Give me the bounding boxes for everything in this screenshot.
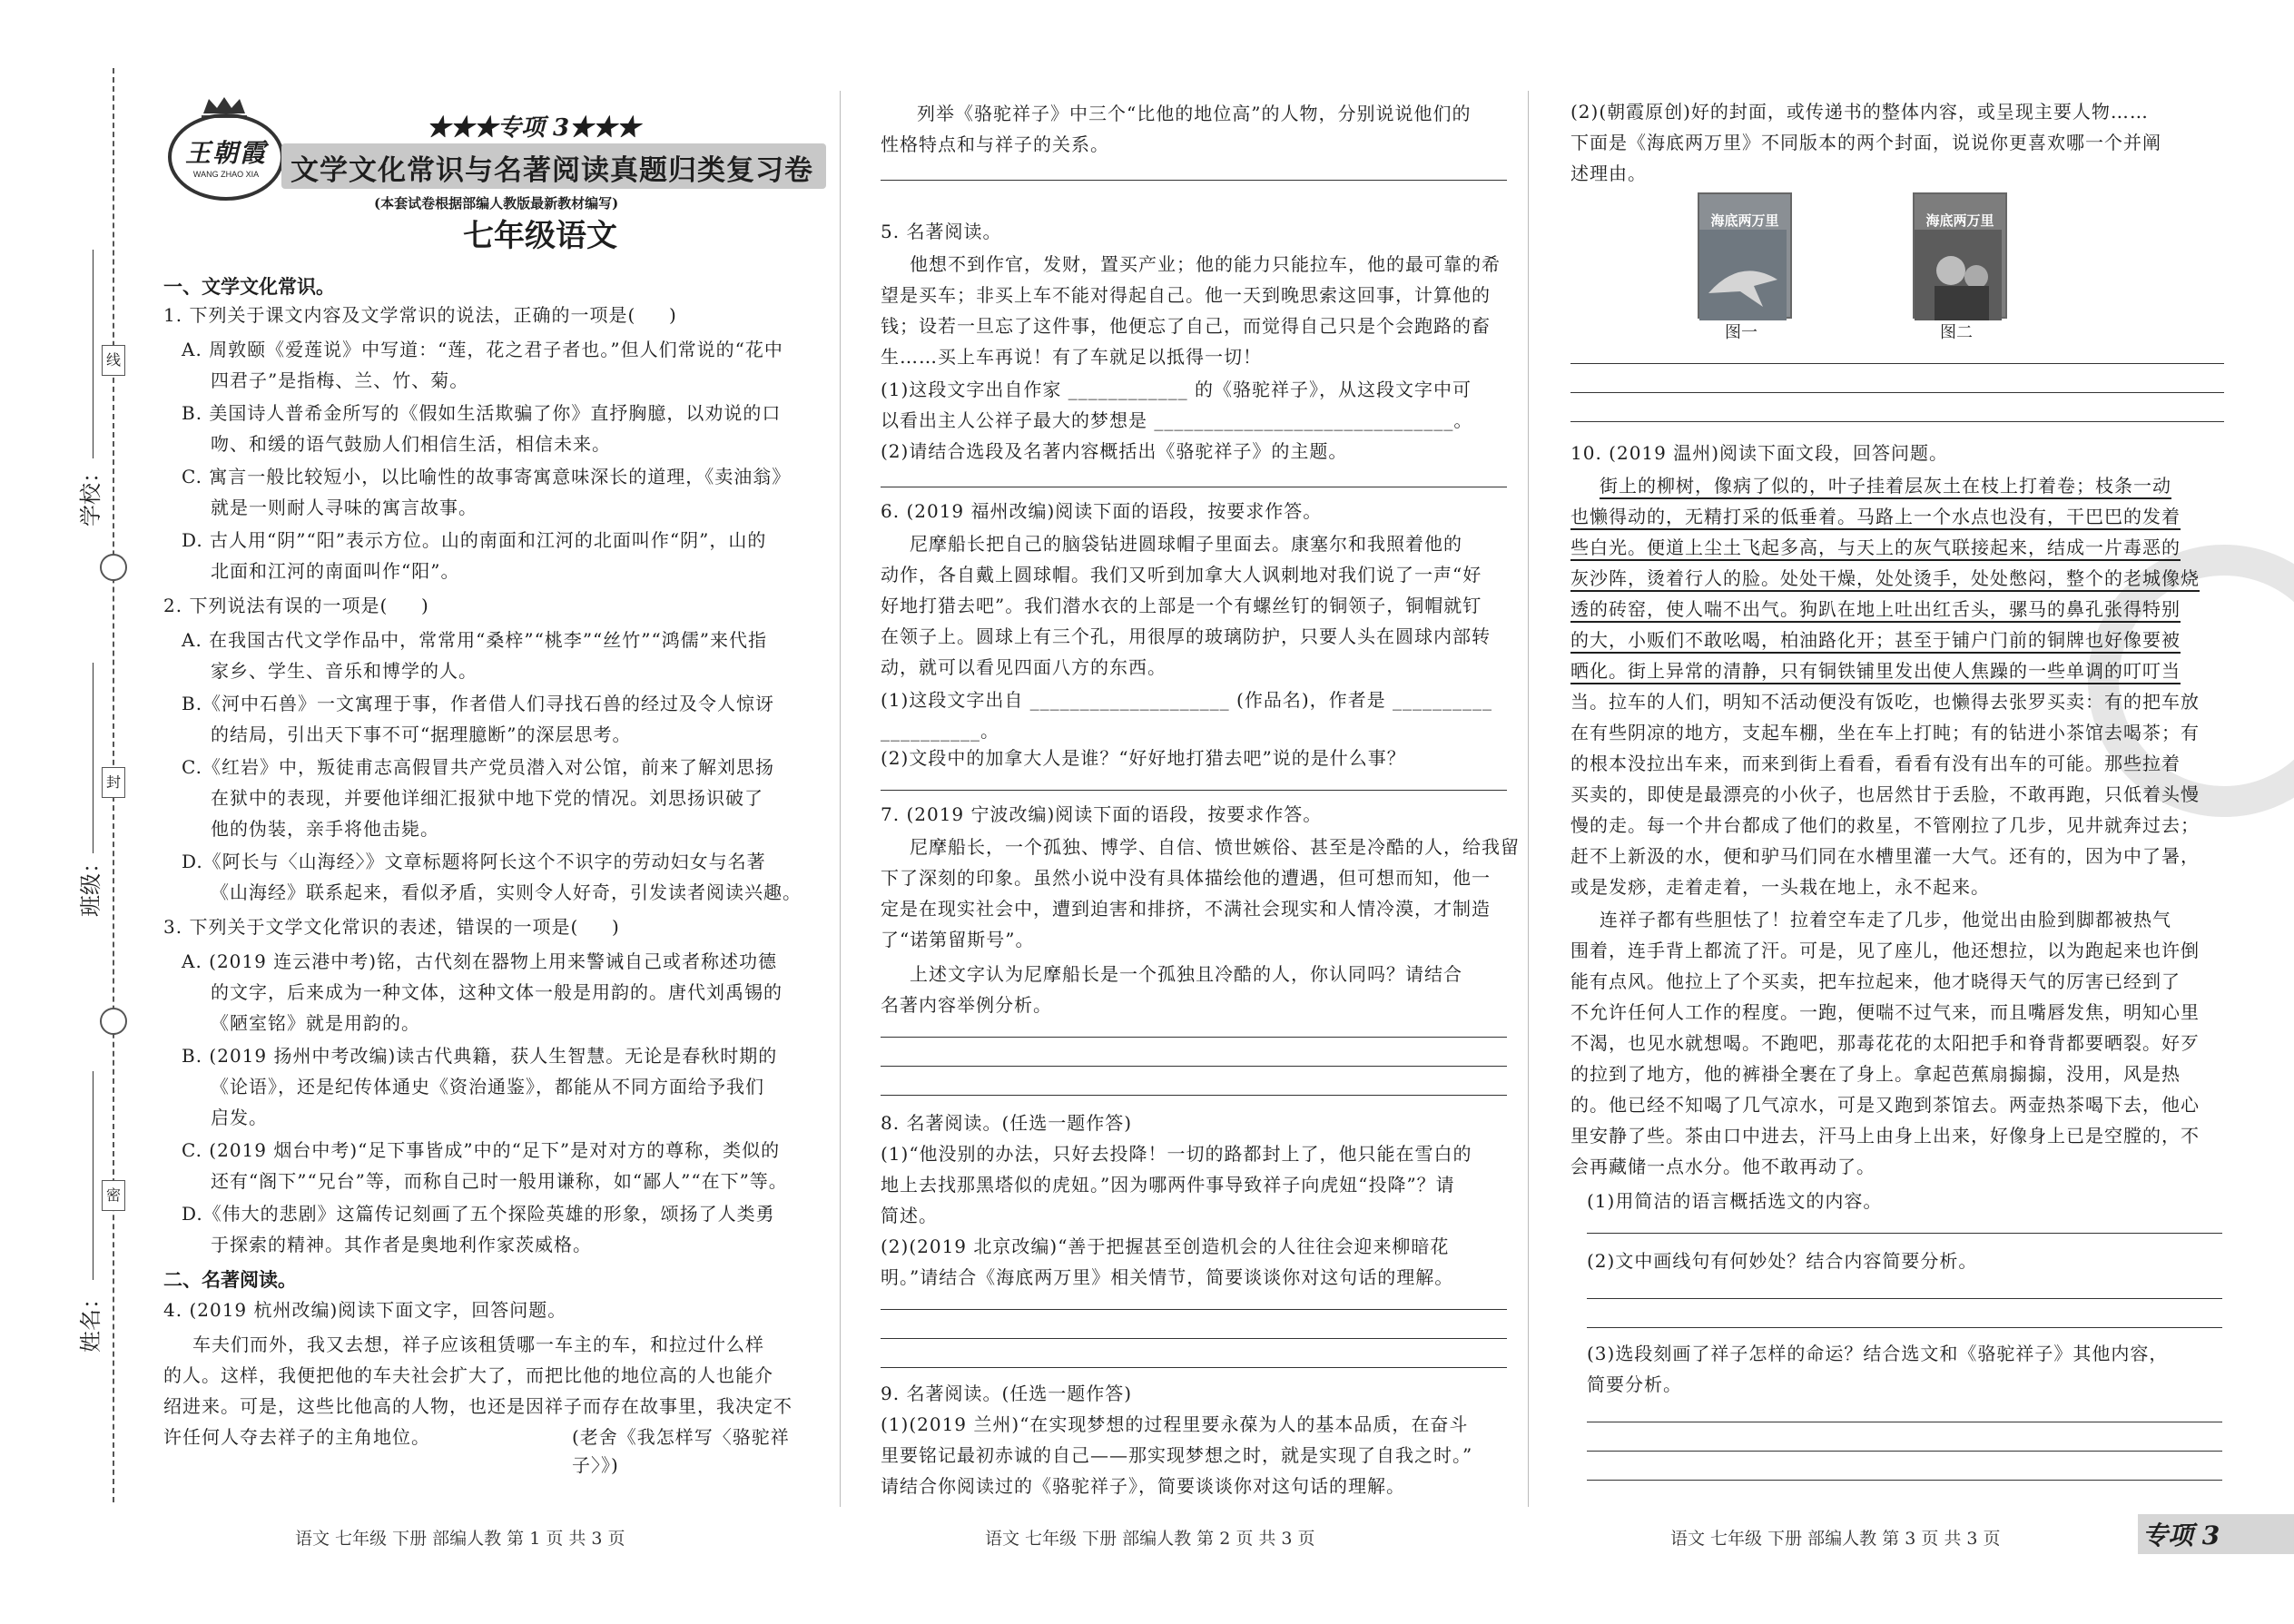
q1-option-b-cont: 吻、和缓的语气鼓励人们相信生活，相信未来。 [211, 433, 611, 455]
logo-text: 王朝霞 [184, 138, 267, 168]
q10-sub-2: (2)文中画线句有何妙处？结合内容简要分析。 [1587, 1250, 1978, 1272]
q3-option-d[interactable]: D.《伟大的悲剧》这篇传记刻画了五个探险英雄的形象，颂扬了人类勇 [182, 1203, 775, 1225]
q10-passage-15: 连祥子都有些胆怯了！拉着空车走了几步，他觉出由脸到脚都被热气 [1600, 909, 2171, 930]
q6-passage-1: 尼摩船长把自己的脑袋钻进圆球帽子里面去。康塞尔和我照着他的 [910, 533, 1462, 555]
q9-sub-1: (1)(2019 兰州)“在实现梦想的过程里要永葆为人的基本品质，在奋斗 [881, 1413, 1469, 1435]
q7-ask-2: 名著内容举例分析。 [881, 994, 1052, 1016]
q6-sub-1[interactable]: (1)这段文字出自 ____________________ (作品名)，作者是 __________ [881, 689, 1493, 711]
q3-option-d-cont: 于探索的精神。其作者是奥地利作家茨威格。 [211, 1234, 592, 1255]
page-3-footer: 语文 七年级 下册 部编人教 第 3 页 共 3 页 [1670, 1529, 2001, 1549]
figure-2-caption: 图二 [1940, 323, 1973, 342]
q1-option-d-cont: 北面和江河的南面叫作“阳”。 [211, 560, 460, 582]
q5-stem: 5. 名著阅读。 [881, 221, 1002, 242]
corner-badge: 专项 3 [2142, 1521, 2220, 1550]
q7-answer-line-1[interactable] [881, 1037, 1507, 1038]
q3-option-b[interactable]: B. (2019 扬州中考改编)读古代典籍，获人生智慧。无论是春秋时期的 [182, 1045, 778, 1067]
q8-answer-line-1[interactable] [881, 1309, 1507, 1310]
q7-ask-1: 上述文字认为尼摩船长是一个孤独且冷酷的人，你认同吗？请结合 [910, 963, 1462, 985]
page-2-footer: 语文 七年级 下册 部编人教 第 2 页 共 3 页 [985, 1529, 1315, 1549]
q7-answer-line-2[interactable] [881, 1066, 1507, 1067]
q8-sub-1-cont2: 简述。 [881, 1205, 938, 1226]
q7-stem: 7. (2019 宁波改编)阅读下面的语段，按要求作答。 [881, 803, 1323, 825]
q3-option-c[interactable]: C. (2019 烟台中考)“足下事皆成”中的“足下”是对对方的尊称，类似的 [182, 1139, 781, 1161]
school-field-line[interactable] [93, 250, 94, 458]
q2-option-a-cont: 家乡、学生、音乐和博学的人。 [211, 660, 478, 682]
q10-passage-13: 赶不上新汲的水，便和驴马们同在水槽里灌一大气。还有的，因为中了暑， [1570, 845, 2200, 867]
q10-passage-19: 不渴，也见水就想喝。不跑吧，那毒花花的太阳把手和脊背都要晒裂。好歹 [1570, 1032, 2200, 1054]
q9-sub-2: (2)(朝霞原创)好的封面，或传递书的整体内容，或呈现主要人物…… [1570, 101, 2149, 123]
q10-sub-1: (1)用简洁的语言概括选文的内容。 [1587, 1190, 1883, 1212]
seal-mark-2: 封 [102, 767, 125, 798]
q10-passage-12: 慢的走。每一个井台都成了他们的救星，不管刚拉了几步，见井就奔过去； [1570, 814, 2200, 836]
q10-sub-3-cont: 简要分析。 [1587, 1373, 1682, 1395]
q3-option-a[interactable]: A. (2019 连云港中考)铭，古代刻在器物上用来警诫自己或者称述功德 [182, 950, 778, 972]
q9-2-answer-line-2[interactable] [1570, 392, 2224, 393]
q8-sub-1: (1)“他没别的办法，只好去投降！一切的路都封上了，他只能在雪白的 [881, 1143, 1472, 1165]
q2-option-c[interactable]: C.《红岩》中，叛徒甫志高假冒共产党员潜入对公馆，前来了解刘思扬 [182, 756, 774, 778]
q5-sub-1[interactable]: (1)这段文字出自作家 ____________ 的《骆驼祥子》，从这段文字中可 [881, 379, 1472, 400]
page-3 [1543, 0, 2294, 1624]
q7-passage-2: 下了深刻的印象。虽然小说中没有具体描绘他的遭遇，但可想而知，他一 [881, 867, 1491, 889]
q6-sub-1-cont[interactable]: __________。 [881, 720, 999, 742]
q3-option-c-cont: 还有“阁下”“兄台”等，而称自己时一般用谦称，如“鄙人”“在下”等。 [211, 1170, 788, 1192]
q4-source: (老舍《我怎样写〈骆驼祥子〉》) [572, 1426, 790, 1476]
book-cover-2 [1913, 192, 2007, 319]
q10-stem: 10. (2019 温州)阅读下面文段，回答问题。 [1570, 442, 1949, 464]
q10-passage-1: 街上的柳树，像病了似的，叶子挂着层灰土在枝上打着卷；枝条一动 [1600, 475, 2171, 497]
q4-passage-2: 的人。这样，我便把他的车夫社会扩大了，而把比他的地位高的人也能介 [163, 1364, 773, 1386]
q10-passage-11: 买卖的，即使是最漂亮的小伙子，也居然甘于丢脸，不敢再跑，只低着头慢 [1570, 783, 2200, 805]
q5-sub-2: (2)请结合选段及名著内容概括出《骆驼祥子》的主题。 [881, 440, 1348, 462]
q10-passage-23: 会再藏储一点水分。他不敢再动了。 [1570, 1156, 1876, 1177]
q4-passage-4: 许任何人夺去祥子的主角地位。 [163, 1426, 430, 1448]
q2-option-d-cont: 《山海经》联系起来，看似矛盾，实则令人好奇，引发读者阅读兴趣。 [211, 881, 802, 903]
book-cover-1-title: 海底两万里 [1710, 212, 1779, 229]
q7-passage-4: 了“诺第留斯号”。 [881, 929, 1035, 950]
q10-passage-8: 当。拉车的人们，明知不活动便没有饭吃，也懒得去张罗买卖：有的把车放 [1570, 691, 2200, 713]
q4-answer-line[interactable] [881, 180, 1507, 181]
q10-passage-4: 灰沙阵，烫着行人的脸。处处干燥，处处烫手，处处憋闷，整个的老城像烧 [1570, 567, 2200, 589]
logo [163, 95, 286, 195]
q8-answer-line-2[interactable] [881, 1338, 1507, 1339]
school-label: 学校： [78, 461, 103, 527]
q10-passage-5: 透的砖窑，使人喘不出气。狗趴在地上吐出红舌头，骡马的鼻孔张得特别 [1570, 598, 2181, 620]
grade-title: 七年级语文 [463, 218, 617, 254]
q4-ask-1: 列举《骆驼祥子》中三个“比他的地位高”的人物，分别说说他们的 [917, 103, 1472, 124]
q9-sub-1-cont2: 请结合你阅读过的《骆驼祥子》，简要谈谈你对这句话的理解。 [881, 1475, 1405, 1497]
q10-2-answer-line-2[interactable] [1587, 1327, 2222, 1328]
q6-stem: 6. (2019 福州改编)阅读下面的语段，按要求作答。 [881, 500, 1323, 522]
q6-passage-3: 好地打猎去吧”。我们潜水衣的上部是一个有螺丝钉的铜领子，铜帽就钉 [881, 595, 1482, 616]
q5-passage-4: 生……买上车再说！有了车就足以抵得一切！ [881, 346, 1262, 368]
q4-stem: 4. (2019 杭州改编)阅读下面文字，回答问题。 [163, 1299, 567, 1321]
q7-passage-1: 尼摩船长，一个孤独、博学、自信、愤世嫉俗、甚至是冷酷的人，给我留 [910, 836, 1520, 858]
q10-sub-3: (3)选段刻画了祥子怎样的命运？结合选文和《骆驼祥子》其他内容， [1587, 1343, 2169, 1364]
q1-option-c-cont: 就是一则耐人寻味的寓言故事。 [211, 497, 478, 518]
q1-stem: 1. 下列关于课文内容及文学常识的说法，正确的一项是( ) [163, 304, 677, 326]
q2-option-d[interactable]: D.《阿长与〈山海经〉》文章标题将阿长这个不识字的劳动妇女与名著 [182, 851, 766, 872]
hole-2 [100, 1008, 127, 1035]
section-2-heading: 二、名著阅读。 [163, 1268, 297, 1291]
book-cover-2-title: 海底两万里 [1925, 212, 1994, 229]
q3-option-a-cont: 的文字，后来成为一种文体，这种文体一般是用韵的。唐代刘禹锡的 [211, 981, 783, 1003]
q8-answer-line-3[interactable] [881, 1367, 1507, 1368]
shark-icon [1699, 230, 1787, 320]
q3-option-a-cont2: 《陋室铭》就是用韵的。 [211, 1012, 420, 1034]
q10-passage-22: 里安静了些。茶由口中进去，汗马上由身上出来，好像身上已是空膛的，不 [1570, 1125, 2200, 1147]
q10-2-answer-line-1[interactable] [1587, 1298, 2222, 1299]
q3-option-b-cont: 《论语》，还是纪传体通史《资治通鉴》，都能从不同方面给予我们 [211, 1076, 764, 1097]
name-field-line[interactable] [93, 1071, 94, 1280]
logo-subtitle: WANG ZHAO XIA [192, 170, 260, 179]
q9-sub-2-cont2: 述理由。 [1570, 162, 1647, 184]
q7-passage-3: 定是在现实社会中，遭到迫害和排挤，不满社会现实和人情冷漠，才制造 [881, 898, 1491, 920]
class-field-line[interactable] [93, 663, 94, 853]
q6-passage-4: 在领子上。圆球上有三个孔，用很厚的玻璃防护，只要人头在圆球内部转 [881, 625, 1491, 647]
q10-passage-6: 的大，小贩们不敢吆喝，柏油路化开；甚至于铺户门前的铜牌也好像要被 [1570, 629, 2181, 651]
q4-passage-1: 车夫们而外，我又去想，祥子应该租赁哪一车主的车，和拉过什么样 [192, 1334, 764, 1355]
q2-option-c-cont2: 他的伪装，亲手将他击毙。 [211, 818, 439, 840]
column-divider-2 [1528, 91, 1529, 1507]
q2-option-b-cont: 的结局，引出天下事不可“据理臆断”的深层思考。 [211, 723, 632, 745]
binding-strip [0, 0, 168, 1624]
doc-title: 文学文化常识与名著阅读真题归类复习卷 [290, 154, 813, 187]
seal-mark-3: 密 [102, 1180, 125, 1211]
q10-passage-9: 在有些阴凉的地方，支起车棚，坐在车上打盹；有的钻进小茶馆去喝茶；有 [1570, 722, 2200, 743]
q10-passage-20: 的拉到了地方，他的裤褂全裹在了身上。拿起芭蕉扇搧搧，没用，风是热 [1570, 1063, 2181, 1085]
q6-passage-5: 动，就可以看见四面八方的东西。 [881, 656, 1167, 678]
q9-sub-2-cont: 下面是《海底两万里》不同版本的两个封面，说说你更喜欢哪一个并阐 [1570, 132, 2161, 153]
q5-passage-3: 钱；设若一旦忘了这件事，他便忘了自己，而觉得自己只是个会跑路的畜 [881, 315, 1491, 337]
q4-ask-2: 性格特点和与祥子的关系。 [881, 133, 1109, 155]
logo-emblem [168, 113, 284, 201]
q10-passage-7: 晒化。街上异常的清静，只有铜铁铺里发出使人焦躁的一些单调的叮叮当 [1570, 660, 2181, 682]
q6-passage-2: 动作，各自戴上圆球帽。我们又听到加拿大人讽刺地对我们说了一声“好 [881, 564, 1482, 586]
q3-stem: 3. 下列关于文学文化常识的表述，错误的一项是( ) [163, 916, 620, 938]
q10-passage-10: 的根本没拉出车来，而来到街上看看，看看有没有出车的可能。那些拉着 [1570, 753, 2181, 774]
q10-passage-14: 或是发痧，走着走着，一头栽在地上，永不起来。 [1570, 876, 1990, 898]
q5-passage-2: 望是买车；非买上车不能对得起自己。他一天到晚思索这回事，计算他的 [881, 284, 1491, 306]
q9-stem: 9. 名著阅读。(任选一题作答) [881, 1383, 1133, 1404]
seal-mark-1: 线 [102, 345, 125, 376]
q9-2-answer-line-3[interactable] [1570, 421, 2224, 422]
q2-option-a[interactable]: A. 在我国古代文学作品中，常常用“桑梓”“桃李”“丝竹”“鸿儒”来代指 [182, 629, 767, 651]
q10-passage-18: 不允许任何人工作的程度。一跑，便喘不过气来，而且嘴唇发焦，明知心里 [1570, 1001, 2200, 1023]
q8-stem: 8. 名著阅读。(任选一题作答) [881, 1112, 1133, 1134]
page-1-footer: 语文 七年级 下册 部编人教 第 1 页 共 3 页 [295, 1529, 625, 1549]
name-label: 姓名： [78, 1287, 103, 1353]
q5-sub-1-cont[interactable]: 以看出主人公祥子最大的梦想是 ______________________________。 [881, 409, 1473, 431]
q10-passage-2: 也懒得动的，无精打采的低垂着。马路上一个水点也没有，干巴巴的发着 [1570, 506, 2181, 527]
q8-sub-2: (2)(2019 北京改编)“善于把握甚至创造机会的人往往会迎来柳暗花 [881, 1235, 1450, 1257]
q6-sub-2: (2)文段中的加拿大人是谁？“好好地打猎去吧”说的是什么事？ [881, 747, 1406, 769]
q2-option-c-cont: 在狱中的表现，并要他详细汇报狱中地下党的情况。刘思扬识破了 [211, 787, 763, 809]
q1-option-d[interactable]: D. 古人用“阴”“阳”表示方位。山的南面和江河的北面叫作“阴”，山的 [182, 529, 767, 551]
q9-2-answer-line-1[interactable] [1570, 363, 2224, 364]
q1-option-c[interactable]: C. 寓言一般比较短小，以比喻性的故事寄寓意味深长的道理，《卖油翁》 [182, 466, 792, 487]
q9-sub-1-cont: 里要铭记最初赤诚的自己——那实现梦想之时，就是实现了自我之时。” [881, 1444, 1473, 1466]
page-2 [853, 0, 1521, 1624]
sailor-icon [1915, 230, 2002, 320]
q8-sub-2-cont: 明。”请结合《海底两万里》相关情节，简要谈谈你对这句话的理解。 [881, 1266, 1454, 1288]
q7-answer-line-3[interactable] [881, 1095, 1507, 1096]
figure-1-caption: 图一 [1725, 323, 1757, 342]
q10-passage-3: 些白光。便道上尘土飞起多高，与天上的灰气联接起来，结成一片毒恶的 [1570, 536, 2181, 558]
q10-3-answer-line-2[interactable] [1587, 1451, 2222, 1452]
q6-answer-line[interactable] [881, 790, 1507, 791]
q1-option-a[interactable]: A. 周敦颐《爱莲说》中写道：“莲，花之君子者也。”但人们常说的“花中 [182, 339, 783, 360]
q3-option-b-cont2: 启发。 [211, 1107, 268, 1128]
class-label: 班级： [78, 851, 103, 917]
q2-option-b[interactable]: B.《河中石兽》一文寓理于事，作者借人们寻找石兽的经过及令人惊讶 [182, 693, 775, 714]
q4-passage-3: 绍进来。可是，这些比他高的人物，也还是因祥子而存在故事里，我决定不 [163, 1395, 793, 1417]
q10-1-answer-line-1[interactable] [1587, 1233, 2222, 1234]
q5-passage-1: 他想不到作官，发财，置买产业；他的能力只能拉车，他的最可靠的希 [910, 253, 1501, 275]
q1-option-b[interactable]: B. 美国诗人普希金所写的《假如生活欺骗了你》直抒胸臆，以劝说的口 [182, 402, 782, 424]
book-cover-1 [1698, 192, 1792, 319]
q1-option-a-cont: 四君子”是指梅、兰、竹、菊。 [211, 369, 469, 391]
q10-passage-21: 的。他已经不知喝了几气凉水，可是又跑到茶馆去。两壶热茶喝下去，他心 [1570, 1094, 2200, 1116]
column-divider-1 [840, 91, 841, 1507]
series-label: ★★★专项 3★★★ [427, 114, 641, 142]
q10-passage-17: 能有点风。他拉上了个买卖，把车拉起来，他才晓得天气的厉害已经到了 [1570, 970, 2181, 992]
section-1-heading: 一、文学文化常识。 [163, 275, 335, 298]
doc-subtitle: (本套试卷根据部编人教版最新教材编写) [374, 195, 619, 212]
hole-1 [100, 554, 127, 581]
q10-3-answer-line-3[interactable] [1587, 1480, 2222, 1481]
q10-passage-16: 围着，连手背上都流了汗。可是，见了座儿，他还想拉，以为跑起来也许倒 [1570, 940, 2200, 961]
q2-stem: 2. 下列说法有误的一项是( ) [163, 595, 429, 616]
page-1 [154, 0, 831, 1624]
q8-sub-1-cont: 地上去找那黑塔似的虎妞。”因为哪两件事导致祥子向虎妞“投降”？请 [881, 1174, 1455, 1196]
